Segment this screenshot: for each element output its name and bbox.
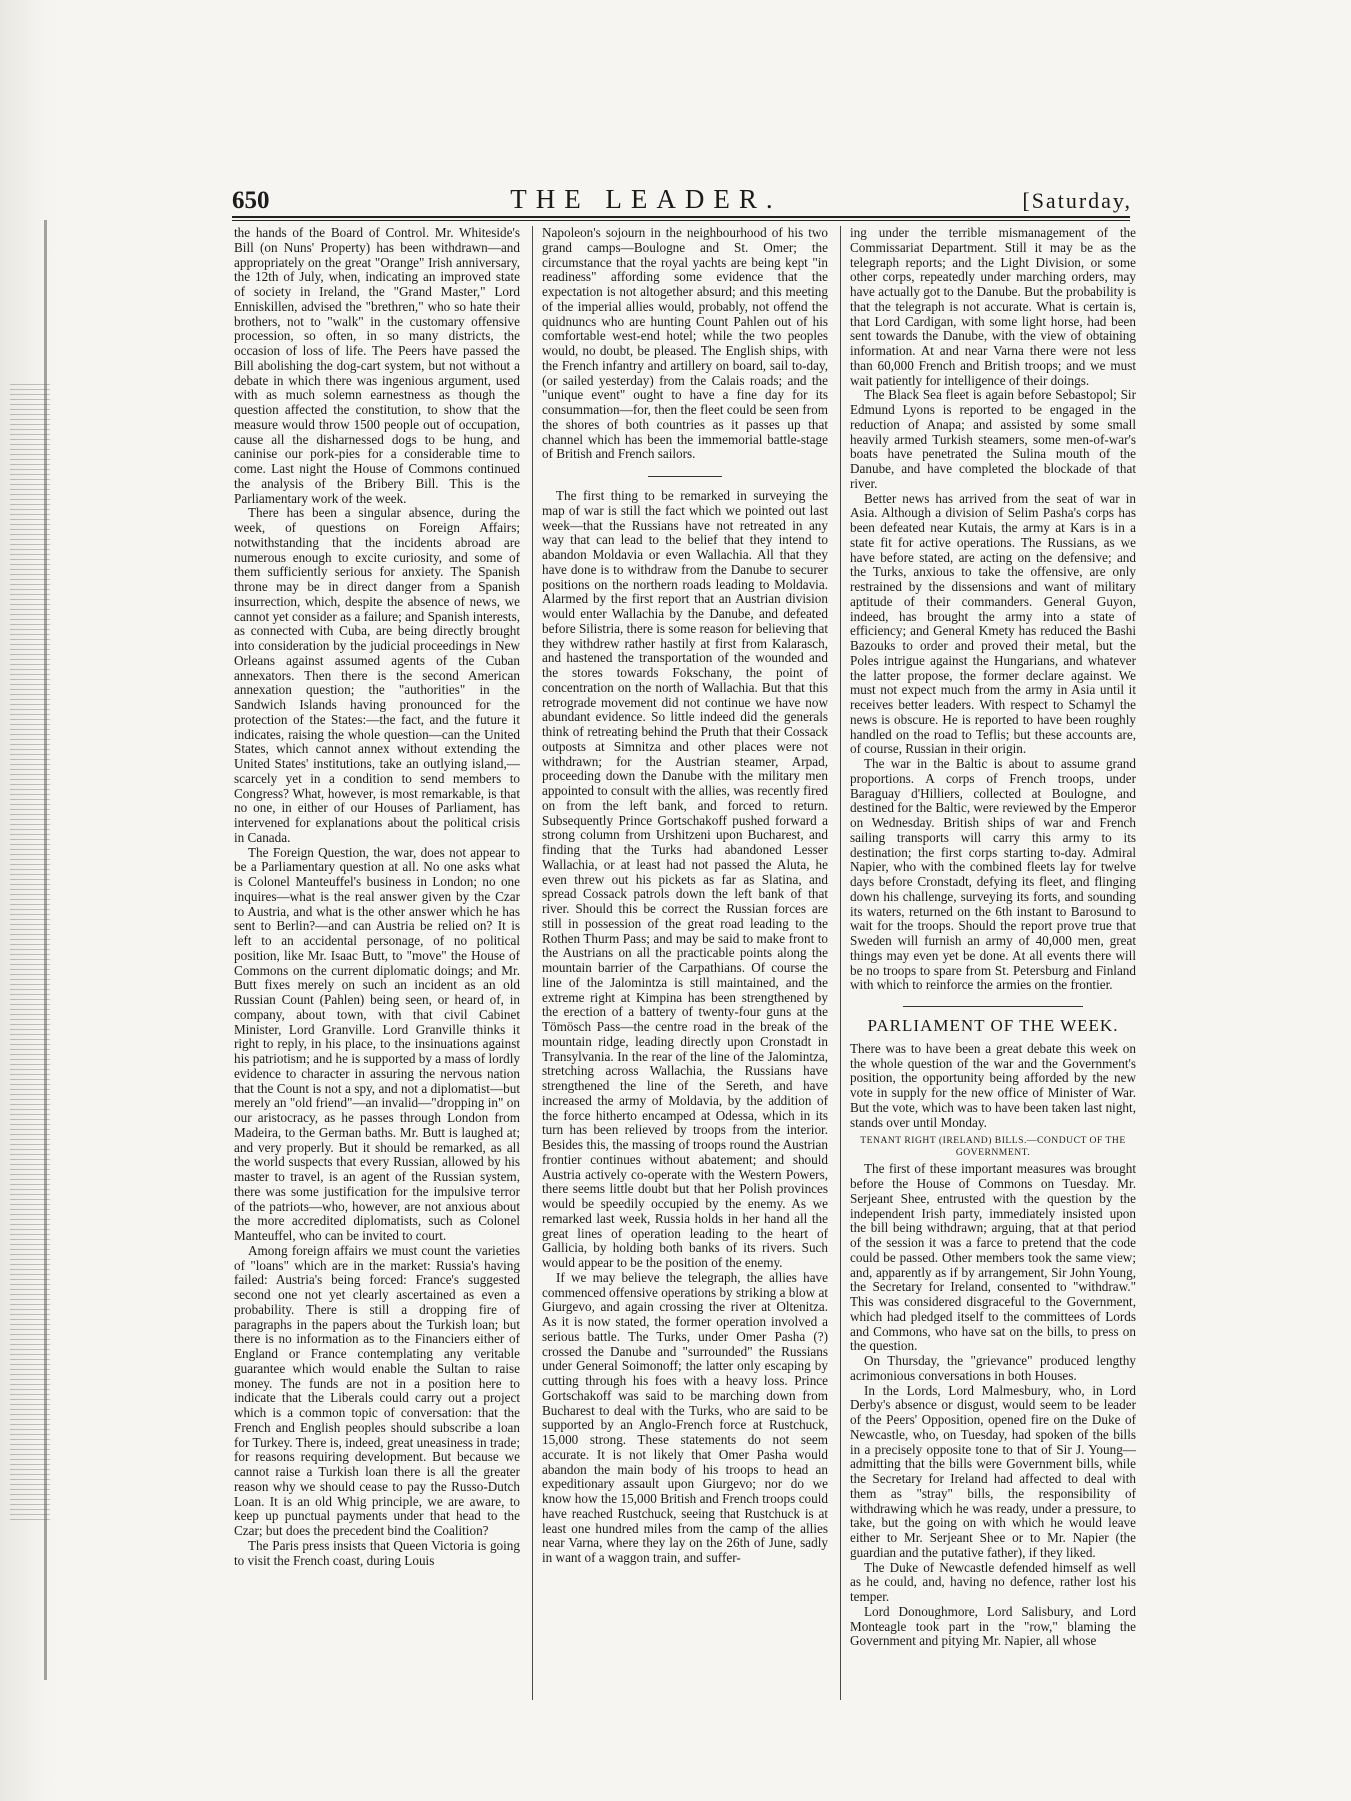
paragraph: the hands of the Board of Control. Mr. Whiteside's Bill (on Nuns' Property) has been withdrawn—and appropriately on the great "Orange" Irish anniversary, the 12th of July, when, indicating an improved state of society in Ireland, the "Grand Master," Lord Enniskillen, advised the "brethren," who so hate their brothers, not to "walk" in the customary offensive procession, so often, in so many districts, the occasion of loss of life. The Peers have passed the Bill abolishing the dog-cart system, but not without a debate in which there was ingenious argument, used with as much solemn earnestness as though the question affected the constitution, to show that the measure would throw 1500 people out of occupation, cause all the disharnessed dogs to be hung, and caninise our pork-pies for a considerable time to come. Last night the House of Commons continued the analysis of the Bribery Bill. This is the Parliamentary work of the week. [234, 226, 520, 506]
section-separator [903, 1006, 1083, 1007]
paragraph: Napoleon's sojourn in the neighbourhood of his two grand camps—Boulogne and St. Omer; the circumstance that the royal yachts are being kept "in readiness" affording some evidence that the expectation is not altogether absurd; and this meeting of the imperial allies would, probably, not offend the quidnuncs who are hunting Count Pahlen out of his comfortable west-end hotel; while the two peoples would, no doubt, be pleased. The English ships, with the French infantry and artillery on board, sail to-day, (or sailed yesterday) from the Calais roads; and the "unique event" ought to have a fine day for its consummation—for, then the fleet could be seen from the shores of both countries as it passes up that channel which has been the immemorial battle-stage of British and French sailors. [542, 226, 828, 462]
column-3 [850, 226, 1136, 1700]
page-number: 650 [232, 187, 270, 214]
masthead-title: THE LEADER. [510, 184, 782, 214]
header-rule-thick [232, 216, 1130, 218]
paragraph: The Paris press insists that Queen Victoria is going to visit the French coast, during Louis [234, 1537, 520, 1568]
binding-edge [0, 0, 58, 1801]
paragraph: The Duke of Newcastle defended himself as well as he could, and, having no defence, rather lost his temper. [850, 1559, 1136, 1604]
paragraph: Better news has arrived from the seat of war in Asia. Although a division of Selim Pasha's corps has been defeated near Kutais, the army at Kars is in a state fit for active operations. The Russians, as we have before stated, are acting on the defensive; and the Turks, anxious to take the offensive, are only restrained by the dissensions and want of military aptitude of their commanders. General Guyon, indeed, has brought the army into a state of efficiency; and General Kmety has reduced the Bashi Bazouks to order and proved their metal, but the Poles intrigue against the Hungarians, and whatever the latter propose, the former declare against. We must not expect much from the army in Asia until it receives better leaders. With respect to Schamyl the news is obscure. He is reported to have been roughly handled on the road to Teflis; but these accounts are, of course, Russian in their origin. [850, 490, 1136, 757]
column-2 [542, 226, 828, 1700]
paragraph: If we may believe the telegraph, the allies have commenced offensive operations by striking a blow at Giurgevo, and again crossing the river at Oltenitza. As it is now stated, the former operation involved a serious battle. The Turks, under Omer Pasha (?) crossed the Danube and "surrounded" the Russians under General Soimonoff; the latter only escaping by cutting through his foes with a heavy loss. Prince Gortschakoff was said to be marching down from Bucharest to deal with the Turks, who are said to be supported by an Anglo-French force at Rustchuck, 15,000 strong. These statements do not seem accurate. It is not likely that Omer Pasha would abandon the main body of his troops to head an expeditionary assault upon Giurgevo; nor do we know how the 15,000 British and French troops could have reached Rustchuck, seeing that Rustchuck is at least one hundred miles from the camp of the allies near Varna, where they lay on the 26th of June, sadly in want of a waggon train, and suffer- [542, 1269, 828, 1565]
paragraph: The first thing to be remarked in surveying the map of war is still the fact which we pointed out last week—that the Russians have not retreated in any way that can lead to the belief that they intend to abandon Moldavia or even Wallachia. All that they have done is to withdraw from the Danube to securer positions on the northern roads leading to Moldavia. Alarmed by the first report that an Austrian division would enter Wallachia by the Danube, and defeated before Silistria, there is some reason for believing that they withdrew rather hastily at first from Kalarasch, and hastened the transportation of the wounded and the stores towards Fokschany, the point of concentration on the north of Wallachia. But that this retrograde movement did not continue we have now abundant evidence. So little indeed did the generals think of retreating behind the Pruth that their Cossack outposts at Simnitza and other places were not withdrawn; for the Austrian steamer, Arpad, proceeding down the Danube with the military men appointed to consult with the allies, was recently fired on from the left bank, and forced to return. Subsequently Prince Gortschakoff pushed forward a strong column from Urshitzeni upon Bucharest, and finding that the Turks had abandoned Lesser Wallachia, or at least had not passed the Aluta, he even threw out his pickets as far as Slatina, and spread Cossack patrols down the left bank of that river. Should this be correct the Russian forces are still in possession of the great road leading to the Rothen Thurm Pass; and may be said to make front to the Austrians on all the practicable points along the mountain barrier of the Carpathians. Of course the line of the Jalomintza is still maintained, and the extreme right at Kimpina has been strengthened by the erection of a battery of twenty-four guns at the Tömösch Pass—the centre road in the break of the mountain ridge, leading directly upon Cronstadt in Transylvania. In the rear of the line of the Jalomintza, stretching across Wallachia, the Russians have strengthened the line of the Sereth, and have increased the army of Moldavia, by the addition of the force hitherto encamped at Odessa, which in its turn has been relieved by troops from the interior. Besides this, the massing of troops round the Austrian frontier continues without abatement; and should Austria actively co-operate with the Western Powers, there seems little doubt but that her Polish provinces would be speedily occupied by the enemy. As we remarked last week, Russia holds in her hand all the great lines of operation leading to the heart of Gallicia, by holding both banks of its rivers. Such would appear to be the position of the enemy. [542, 488, 828, 1270]
paragraph: On Thursday, the "grievance" produced lengthy acrimonious conversations in both Houses. [850, 1353, 1136, 1383]
column-rule [532, 226, 533, 1700]
paragraph: Lord Donoughmore, Lord Salisbury, and Lord Monteagle took part in the "row," blaming the Government and pitying Mr. Napier, all whose [850, 1603, 1136, 1649]
paragraph: Among foreign affairs we must count the varieties of "loans" which are in the market: Russia's having failed: Austria's being forced: France's suggested second one not yet clearly ascertained as even a probability. There is still a dropping fire of paragraphs in the papers about the Turkish loan; but there is no information as to the Financiers either of England or France contemplating any veritable guarantee which would enable the Sultan to raise money. The funds are not in a position here to indicate that the Liberals could carry out a project which is a common topic of conversation: that the French and English peoples should subscribe a loan for Turkey. There is, indeed, great uneasiness in trade; for reasons requiring development. But because we cannot raise a Turkish loan there is all the greater reason why we should cease to pay the Russo-Dutch Loan. It is an old Whig principle, we are aware, to keep up punctual payments under that head to the Czar; but does the precedent bind the Coalition? [234, 1242, 520, 1538]
paragraph: The Black Sea fleet is again before Sebastopol; Sir Edmund Lyons is reported to be engaged in the reduction of Anapa; and assisted by some small heavily armed Turkish steamers, some men-of-war's boats have penetrated the Sulina mouth of the Danube, and have completed the blockade of that river. [850, 387, 1136, 491]
binding-shadow [44, 220, 47, 1680]
section-title: PARLIAMENT OF THE WEEK. [867, 1016, 1119, 1035]
paragraph: In the Lords, Lord Malmesbury, who, in Lord Derby's absence or disgust, would seem to be leader of the Peers' Opposition, opened fire on the Duke of Newcastle, who, on Tuesday, had spoken of the bills in a precisely opposite tone to that of Sir J. Young—admitting that the bills were Government bills, while the Secretary for Ireland had affected to deal with them as "stray" bills, the responsibility of withdrawing which he was ready, under a pressure, to take, but the going on with which he would leave either to Mr. Serjeant Shee or to Mr. Napier (the guardian and the putative father), if they liked. [850, 1382, 1136, 1560]
column-1 [234, 226, 520, 1700]
header-day: [Saturday, [1022, 188, 1132, 213]
subheading: TENANT RIGHT (IRELAND) BILLS.—CONDUCT OF THE GOVERNMENT. [860, 1135, 1126, 1159]
paragraph: ing under the terrible mismanagement of the Commissariat Department. Still it may be as the telegraph reports; and the Light Division, or some other corps, repeatedly under marching orders, may have actually got to the Danube. But the probability is that the telegraph is not accurate. What is certain is, that Lord Cardigan, with some light horse, had been sent towards the Danube, with the view of obtaining information. At and near Varna there were not less than 60,000 French and British troops; and we must wait patiently for intelligence of their doings. [850, 226, 1136, 388]
paragraph: The first of these important measures was brought before the House of Commons on Tuesday. Mr. Serjeant Shee, entrusted with the question by the independent Irish party, immediately insisted upon the bill being withdrawn; arguing, that at that period of the session it was a farce to pretend that the code could be passed. Other members took the same view; and, apparently as if by arrangement, Sir John Young, the Secretary for Ireland, consented to "withdraw." This was considered disgraceful to the Government, which had pledged itself to the committees of Lords and Commons, who have sat on the bills, to press on the question. [850, 1161, 1136, 1354]
section-separator [648, 476, 722, 477]
paragraph: The Foreign Question, the war, does not appear to be a Parliamentary question at all. No one asks what is Colonel Manteuffel's business in London; no one inquires—what is the real answer given by the Czar to Austria, and what is the other answer which he has sent to Berlin?—and can Austria be relied on? It is left to an accidental personage, of no political position, like Mr. Isaac Butt, to "move" the House of Commons on the current diplomatic doings; and Mr. Butt fixes merely on such an incident as an old Russian Count (Pahlen) being seen, or heard of, in company, about town, with that civil Cabinet Minister, Lord Granville. Lord Granville thinks it right to reply, in his place, to the insinuations against his patriotism; and he is supported by a mass of lordly evidence to character in assuring the nervous nation that the Count is not a spy, and not a diplomatist—but merely an "old friend"—an invalid—"dropping in" on our aristocracy, as he passes through London from Madeira, to the German baths. Mr. Butt is laughed at; and very properly. But it should be remarked, as all the world suspects that every Russian, allowed by his master to travel, is an agent of the Russian system, there was some justification for the impulsive terror of the patriots—who, however, are not anxious about the more accredited diplomatists, such as Colonel Manteuffel, who can be invited to court. [234, 844, 520, 1243]
page-header [232, 184, 1132, 212]
paragraph: There was to have been a great debate this week on the whole question of the war and the Government's position, the opportunity being afforded by the new vote in supply for the new office of Minister of War. But the vote, which was to have been taken last night, stands over until Monday. [850, 1040, 1136, 1130]
paragraph: The war in the Baltic is about to assume grand proportions. A corps of French troops, under Baraguay d'Hilliers, collected at Boulogne, and destined for the Baltic, were reviewed by the Emperor on Wednesday. British ships of war and French sailing transports will carry this army to its destination; the first corps starting to-day. Admiral Napier, who with the combined fleets lay for twelve days before Cronstadt, defying its fleet, and flinging down his challenge, surveying its forts, and sounding its waters, returned on the 6th instant to Barosund to wait for the troops. Should the report prove true that Sweden will furnish an army of 40,000 men, great things may even yet be done. At all events there will be no troops to spare from St. Petersburg and Finland with which to reinforce the armies on the frontier. [850, 756, 1136, 993]
paragraph: There has been a singular absence, during the week, of questions on Foreign Affairs; notwithstanding that the incidents abroad are numerous enough to excite curiosity, and some of them sufficiently serious for anxiety. The Spanish throne may be in direct danger from a Spanish insurrection, which, despite the absence of news, we cannot yet consider as a failure; and Spanish interests, as connected with Cuba, are being directly brought into consideration by the judicial proceedings in New Orleans against assumed agents of the Cuban annexators. Then there is the second American annexation question; the "authorities" in the Sandwich Islands having pronounced for the protection of the States:—the fact, and the future it indicates, raising the whole question—can the United States, which cannot annex without extending the United States' institutions, take an outlying island,—scarcely yet in a condition to send members to Congress? What, however, is most remarkable, is that no one, in either of our Houses of Parliament, has intervened for explanations about the political crisis in Canada. [234, 505, 520, 845]
column-rule [840, 226, 841, 1700]
header-rule-thin [232, 220, 1130, 221]
